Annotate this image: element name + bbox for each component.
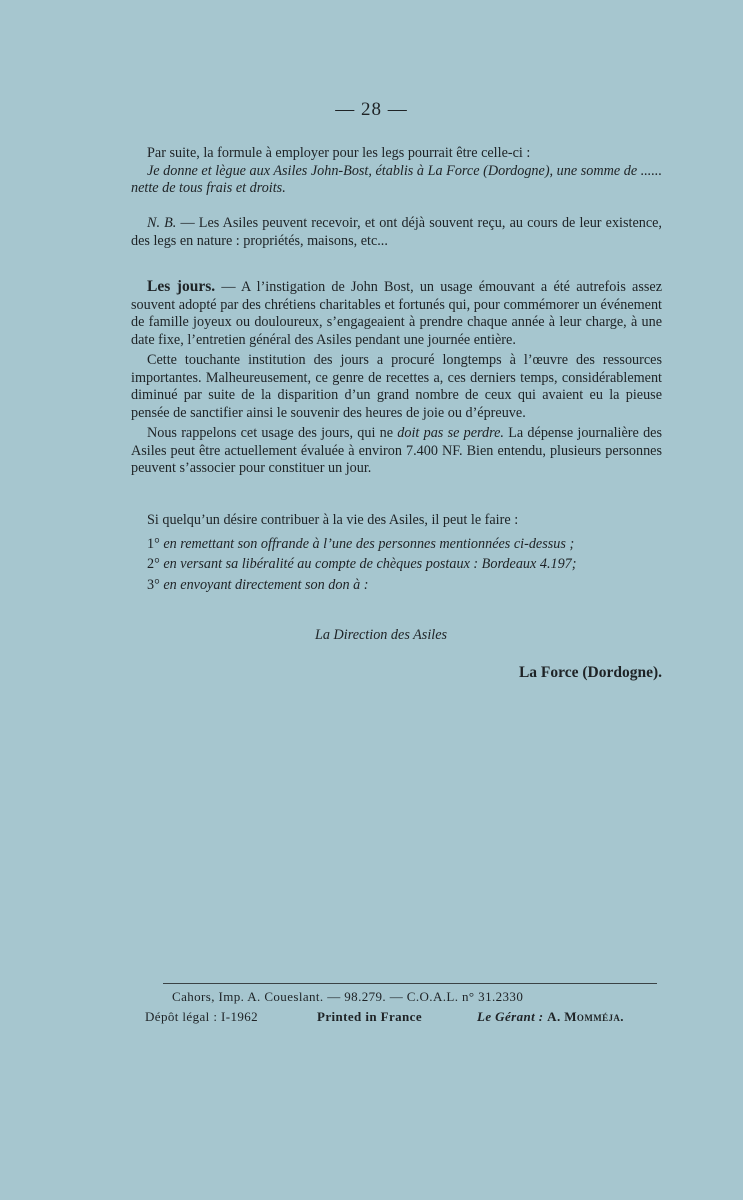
jours-para3 (131, 425, 662, 478)
nb-text: — Les Asiles peuvent recevoir, et ont déjà souvent reçu, au cours de leur existence, des legs en nature : propriétés, maisons, etc... (131, 215, 662, 249)
jours-heading: Les jours. (147, 278, 216, 295)
nb-section (131, 215, 662, 250)
footer-imprint: Cahors, Imp. A. Coueslant. — 98.279. — C.O.A.L. n° 31.2330 (172, 989, 524, 1004)
footer-gerant-label: Le Gérant : (477, 1009, 544, 1024)
contribute-item-3 (131, 577, 662, 595)
contribute-item-1 (131, 536, 662, 554)
jours-para1 (131, 278, 662, 349)
jours-para2: Cette touchante institution des jours a procuré longtemps à l’œuvre des ressources importantes. Malheureusement, ce genre de recettes a, ces derniers temps, considérablement diminué par suite de la disparition d’un grand nombre de ceux qui avaient eu la pieuse pensée de sanctifier ainsi le souvenir des heures de joie ou d’épreuve. (131, 352, 662, 421)
footer-legal (145, 1009, 665, 1025)
contribute-item-2-num: 2° (147, 556, 160, 572)
signature-direction: La Direction des Asiles (315, 627, 448, 643)
jours-para3-end: La dépense journalière des Asiles peut être actuellement évaluée à environ 7.400 NF. Bien entendu, plusieurs personnes peuvent s’associer pour constituer un jour. (131, 425, 662, 476)
contribute-item-2 (131, 556, 662, 574)
contribute-intro: Si quelqu’un désire contribuer à la vie des Asiles, il peut le faire : (147, 512, 519, 528)
footer-printed: Printed in France (317, 1009, 423, 1024)
jours-para3-italic: doit pas se perdre. (397, 425, 504, 441)
footer-depot: Dépôt légal : I-1962 (145, 1009, 259, 1024)
footer-divider (163, 983, 657, 984)
contribute-item-3-num: 3° (147, 576, 160, 593)
contribute-item-3-text: en envoyant directement son don à : (163, 576, 369, 593)
jours-section (131, 278, 662, 478)
jours-para3-start: Nous rappelons cet usage des jours, qui ne (147, 425, 398, 441)
footer-gerant-name: A. Momméja. (547, 1009, 624, 1024)
contribute-item-1-text: en remettant son offrande à l’une des personnes mentionnées ci-dessus ; (163, 535, 575, 552)
page-number: — 28 — (335, 99, 408, 120)
legs-section (131, 145, 662, 198)
legs-formula-text: Je donne et lègue aux Asiles John-Bost, établis à La Force (Dordogne), une somme de ...... nette de tous frais et droits. (131, 162, 662, 196)
contribute-item-2-text: en versant sa libéralité au compte de chèques postaux : Bordeaux 4.197; (163, 556, 577, 572)
signature-place: La Force (Dordogne). (518, 664, 662, 681)
contribute-item-1-num: 1° (147, 535, 160, 552)
jours-para1-text: — A l’instigation de John Bost, un usage émouvant a été autrefois assez souvent adopté par des chrétiens charitables et fortunés qui, pour commémorer un événement de famille joyeux ou douloureux, s’engageaient à prendre chaque année à leur charge, à une date fixe, l’entretien général des Asiles pendant une journée entière. (131, 279, 662, 348)
contribute-section (131, 512, 662, 594)
legs-formula (131, 163, 662, 198)
legs-intro: Par suite, la formule à employer pour les legs pourrait être celle-ci : (147, 145, 531, 161)
nb-label: N. B. (147, 215, 177, 231)
nb-paragraph (131, 215, 662, 250)
